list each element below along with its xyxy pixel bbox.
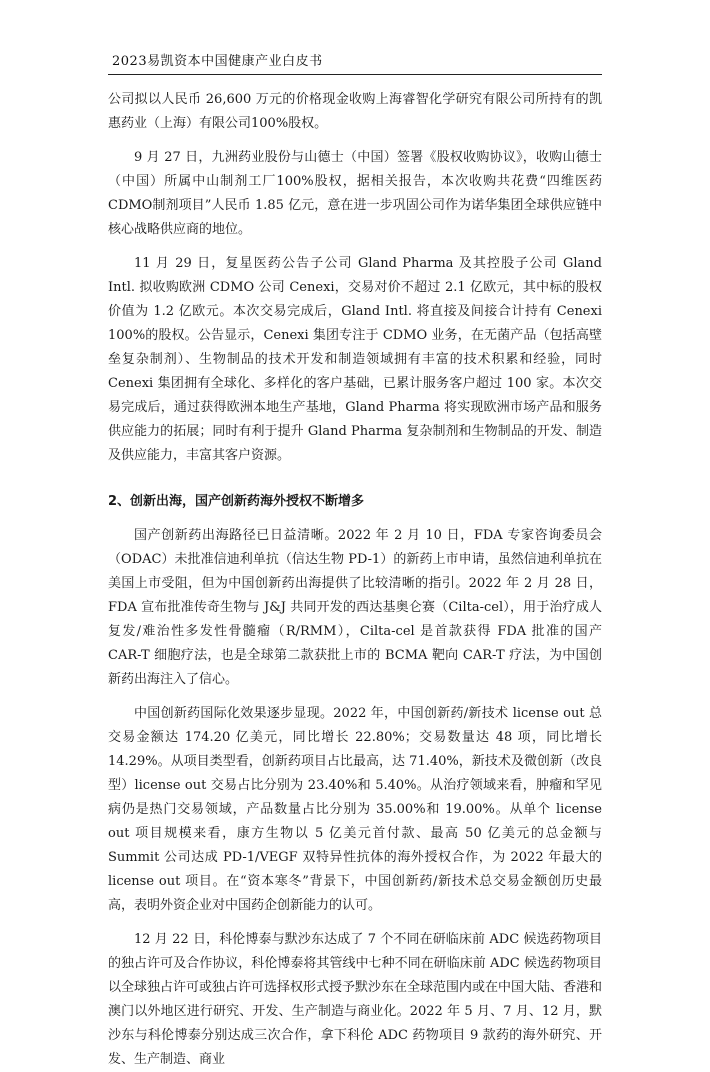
paragraph-license-out-stats: 中国创新药国际化效果逐步显现。2022 年，中国创新药/新技术 license out 总交易金额达 174.20 亿美元，同比增长 22.80%；交易数量达 48 项，同比增长 14.29%。从项目类型看，创新药项目占比最高，达 71.40%，新技术及微创新（改良型）license out 交易占比分别为 23.40%和 5.40%。从治疗领域来看，肿瘤和罕见病仍是热门交易领域，产品数量占比分别为 35.00%和 19.00%。从单个 license out 项目规模来看，康方生物以 5 亿美元首付款、最高 50 亿美元的总金额与 Summit 公司达成 PD-1/VEGF 双特异性抗体的海外授权合作，为 2022 年最大的 license out 项目。在“资本寒冬”背景下，中国创新药/新技术总交易金额创历史最高，表明外资企业对中国药企创新能力的认可。 xyxy=(108,706,602,913)
paragraph-kelun-msd: 12 月 22 日，科伦博泰与默沙东达成了 7 个不同在研临床前 ADC 候选药物项目的独占许可及合作协议，科伦博泰将其管线中七种不同在研临床前 ADC 候选药物项目以全球独占许可或独占许可选择权形式授予默沙东在全球范围内或在中国大陆、香港和澳门以外地区进行研究、开发、生产制造与商业化。2022 年 5 月、7 月、12 月，默沙东与科伦博泰分别达成三次合作，拿下科伦 ADC 药物项目 9 款药的海外研究、开发、生产制造、商业 xyxy=(108,932,603,1067)
paragraph-kaihui-acquisition: 公司拟以人民币 26,600 万元的价格现金收购上海睿智化学研究有限公司所持有的凯惠药业（上海）有限公司100%股权。 xyxy=(108,92,602,131)
page-header: 2023易凯资本中国健康产业白皮书 xyxy=(112,54,323,69)
paragraph-innovative-drugs-overseas: 国产创新药出海路径已日益清晰。2022 年 2 月 10 日，FDA 专家咨询委员会（ODAC）未批准信迪利单抗（信达生物 PD-1）的新药上市申请，虽然信迪利单抗在美国上市受阻，但为中国创新药出海提供了比较清晰的指引。2022 年 2 月 28 日，FDA 宣布批准传奇生物与 J&J 共同开发的西达基奥仑赛（Cilta-cel），用于治疗成人复发/难治性多发性骨髓瘤（R/RMM），Cilta-cel 是首款获得 FDA 批准的国产 CAR-T 细胞疗法，也是全球第二款获批上市的 BCMA 靶向 CAR-T 疗法，为中国创新药出海注入了信心。 xyxy=(108,528,602,687)
page-body xyxy=(108,88,602,1072)
section-heading: 2、创新出海，国产创新药海外授权不断增多 xyxy=(108,494,365,509)
paragraph-jiuzhou-sandoz: 9 月 27 日，九洲药业股份与山德士（中国）签署《股权收购协议》，收购山德士（中国）所属中山制剂工厂100%股权，据相关报告，本次收购共花费“四维医药CDMO制剂项目”人民币 1.85 亿元，意在进一步巩固公司作为诺华集团全球供应链中核心战略供应商的地位。 xyxy=(108,150,602,237)
paragraph-fosun-cenexi: 11 月 29 日，复星医药公告子公司 Gland Pharma 及其控股子公司 Gland Intl. 拟收购欧洲 CDMO 公司 Cenexi，交易对价不超过 2.1 亿欧元，其中标的股权价值为 1.2 亿欧元。本次交易完成后，Gland Intl. 将直接及间接合计持有 Cenexi 100%的股权。公告显示，Cenexi 集团专注于 CDMO 业务，在无菌产品（包括高壁垒复杂制剂）、生物制品的技术开发和制造领域拥有丰富的技术积累和经验，同时 Cenexi 集团拥有全球化、多样化的客户基础，已累计服务客户超过 100 家。本次交易完成后，通过获得欧洲本地生产基地，Gland Pharma 将实现欧洲市场产品和服务供应能力的拓展；同时有利于提升 Gland Pharma 复杂制剂和生物制品的开发、制造及供应能力，丰富其客户资源。 xyxy=(108,256,602,463)
header-divider xyxy=(108,74,602,75)
